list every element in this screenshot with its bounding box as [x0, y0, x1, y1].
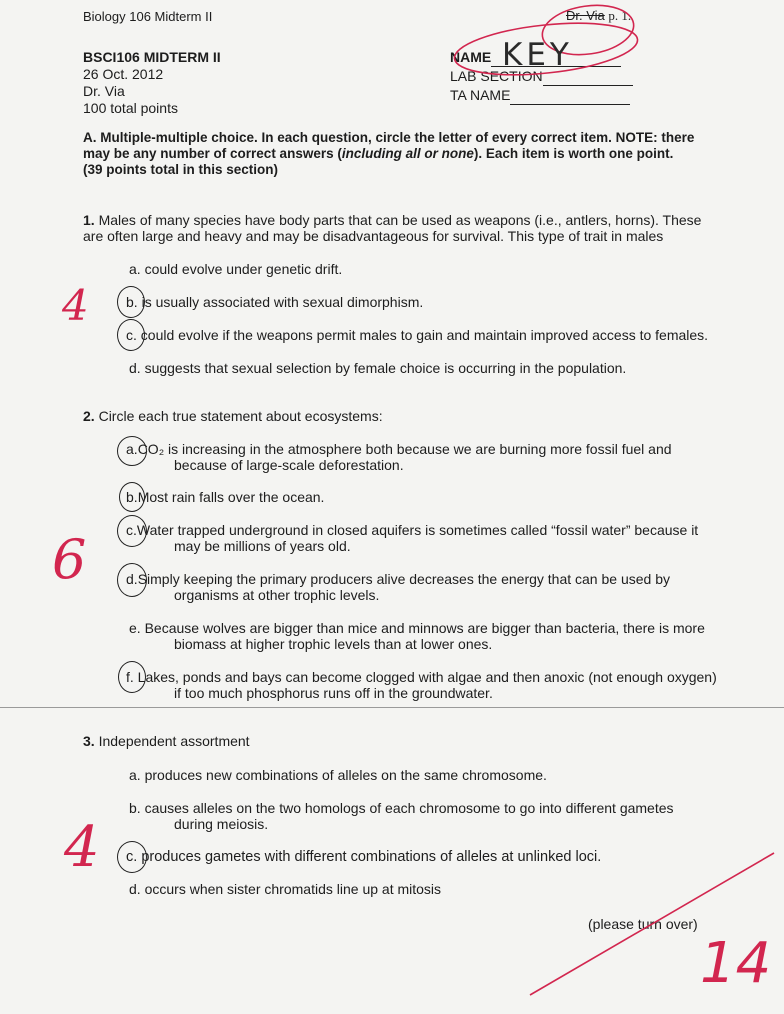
page-total-score: 14: [700, 931, 772, 996]
lab-section-label: LAB SECTION: [450, 68, 543, 84]
q3-score: 4: [64, 815, 100, 880]
name-key-handwriting: KEY: [502, 37, 573, 73]
instructions-emphasis: including all or none: [341, 146, 474, 161]
exam-instructor: Dr. Via: [83, 83, 125, 99]
turn-over-note: (please turn over): [588, 916, 698, 932]
q2-score: 6: [52, 528, 87, 591]
option-letter: a.: [126, 441, 138, 457]
option-letter: b.: [126, 489, 138, 505]
question-3-stem: 3. Independent assortment: [83, 733, 250, 749]
page-number: p. 1.: [608, 8, 632, 23]
option-letter: f.: [126, 669, 134, 685]
q2-option-f: f. Lakes, ponds and bays can become clogged with algae and then anoxic (not enough oxygen) if too much phosphorus runs off in the groundwater.: [126, 669, 717, 701]
q1-option-d: d. suggests that sexual selection by female choice is occurring in the population.: [129, 360, 627, 376]
option-letter: c.: [126, 522, 137, 538]
q3-option-a: a. produces new combinations of alleles on the same chromosome.: [129, 767, 547, 783]
q2-option-c: c.Water trapped underground in closed aquifers is sometimes called “fossil water” because it may be millions of years old.: [126, 522, 699, 554]
q2-option-d: d.Simply keeping the primary producers alive decreases the energy that can be used by organisms at other trophic levels.: [126, 571, 670, 603]
question-2-stem: 2. Circle each true statement about ecosystems:: [83, 408, 383, 424]
option-letter: a.: [129, 261, 141, 277]
q3-option-c: c. produces gametes with different combinations of alleles at unlinked loci.: [126, 849, 602, 865]
name-label: NAME: [450, 49, 492, 65]
q2-option-a: a.CO₂ is increasing in the atmosphere both because we are burning more fossil fuel and because of large-scale deforestation.: [126, 441, 672, 473]
option-letter: c.: [126, 849, 138, 865]
option-letter: e.: [129, 620, 141, 636]
option-letter: d.: [129, 881, 141, 897]
option-letter: b.: [129, 800, 141, 816]
q1-option-c: c. could evolve if the weapons permit males to gain and maintain improved access to females.: [126, 327, 709, 343]
instructions-line-3: (39 points total in this section): [83, 162, 279, 177]
option-letter: d.: [126, 571, 138, 587]
question-1-stem: 1. Males of many species have body parts that can be used as weapons (i.e., antlers, horns). These are often large and heavy and may be disadvantageous for survival. This type of trait in males: [83, 212, 702, 244]
exam-points: 100 total points: [83, 100, 178, 116]
exam-date: 26 Oct. 2012: [83, 66, 164, 82]
q1-option-a: a. could evolve under genetic drift.: [129, 261, 343, 277]
question-number: 3.: [83, 733, 95, 749]
q3-option-b: b. causes alleles on the two homologs of each chromosome to go into different gametes during meiosis.: [129, 800, 674, 832]
exam-title: BSCI106 MIDTERM II: [83, 49, 221, 65]
instructions-line-2: may be any number of correct answers (including all or none). Each item is worth one point.: [83, 146, 674, 161]
option-letter: d.: [129, 360, 141, 376]
q2-option-e: e. Because wolves are bigger than mice and minnows are bigger than bacteria, there is more biomass at higher trophic levels than at lower ones.: [129, 620, 705, 652]
q3-option-d: d. occurs when sister chromatids line up at mitosis: [129, 881, 442, 897]
option-letter: b.: [126, 294, 138, 310]
option-letter: c.: [126, 327, 137, 343]
question-number: 1.: [83, 212, 95, 228]
q1-score: 4: [62, 281, 89, 330]
header-instructor-name: Dr. Via: [566, 8, 605, 23]
q2-option-b: b.Most rain falls over the ocean.: [126, 489, 325, 505]
ta-name-label: TA NAME: [450, 87, 511, 103]
instructions-line-1: A. Multiple-multiple choice. In each question, circle the letter of every correct item. NOTE: there: [83, 130, 695, 145]
header-course: Biology 106 Midterm II: [83, 9, 213, 24]
question-number: 2.: [83, 408, 95, 424]
q1-option-b: b. is usually associated with sexual dimorphism.: [126, 294, 424, 310]
option-letter: a.: [129, 767, 141, 783]
